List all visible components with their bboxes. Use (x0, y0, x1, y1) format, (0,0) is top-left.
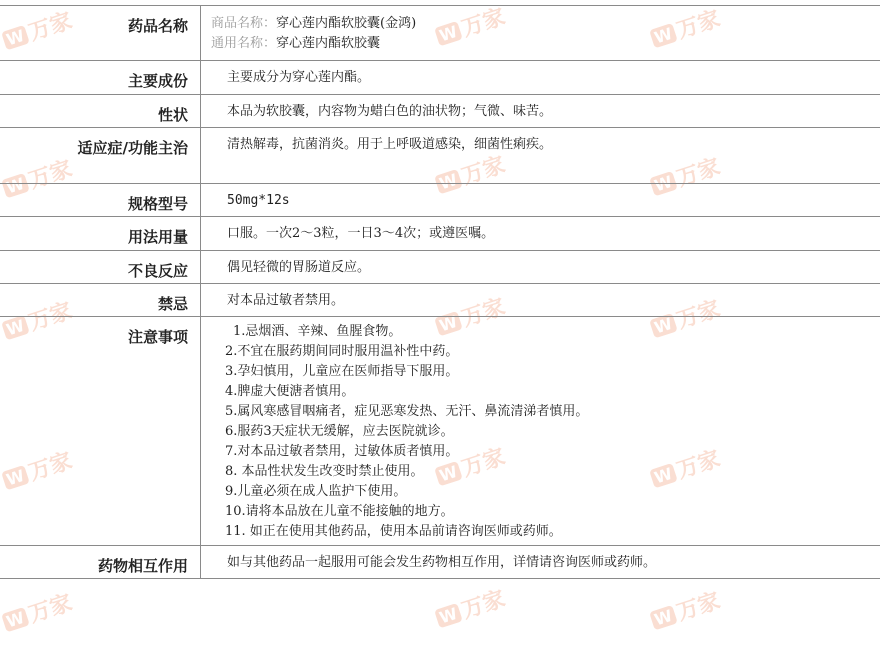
label-properties: 性状 (157, 106, 188, 124)
list-item: 4.脾虚大便溏者慎用。 (225, 384, 355, 399)
watermark: W万家 (432, 290, 509, 341)
watermark: W万家 (432, 440, 509, 491)
row-dosage (0, 217, 880, 251)
row-interactions (0, 546, 880, 579)
list-item: 10.请将本品放在儿童不能接触的地方。 (225, 504, 454, 519)
list-item: 2.不宜在服药期间同时服用温补性中药。 (225, 344, 459, 359)
list-item: 3.孕妇慎用，儿童应在医师指导下服用。 (225, 364, 459, 379)
value-spec: 50mg*12s (227, 193, 290, 208)
drug-info-table (0, 5, 880, 579)
list-item: 7.对本品过敏者禁用，过敏体质者慎用。 (225, 444, 459, 459)
watermark: W万家 (647, 150, 724, 201)
row-ingredients (0, 61, 880, 95)
label-interactions: 药物相互作用 (97, 557, 188, 575)
watermark: W万家 (0, 4, 76, 55)
value-interactions: 如与其他药品一起服用可能会发生药物相互作用，详情请咨询医师或药师。 (227, 555, 657, 570)
value-adverse: 偶见轻微的胃肠道反应。 (227, 260, 371, 275)
label-adverse: 不良反应 (127, 262, 188, 280)
list-item: 11. 如正在使用其他药品，使用本品前请咨询医师或药师。 (225, 524, 562, 539)
label-drug-name: 药品名称 (127, 17, 188, 35)
label-contraindications: 禁忌 (157, 295, 188, 313)
value-contraindications: 对本品过敏者禁用。 (227, 293, 345, 308)
watermark: W万家 (432, 582, 509, 633)
watermark: W万家 (647, 584, 724, 635)
row-drug-name (0, 6, 880, 61)
label-precautions: 注意事项 (127, 328, 188, 346)
row-precautions (0, 317, 880, 546)
row-indications (0, 128, 880, 184)
common-name: 通用名称：穿心莲内酯软胶囊 (211, 36, 381, 51)
trade-name: 商品名称：穿心莲内酯软胶囊(金鸿) (211, 16, 417, 31)
value-ingredients: 主要成分为穿心莲内酯。 (227, 70, 371, 85)
row-adverse (0, 251, 880, 284)
value-properties: 本品为软胶囊，内容物为蜡白色的油状物；气微、味苦。 (227, 104, 553, 119)
row-spec (0, 184, 880, 217)
row-contraindications (0, 284, 880, 317)
label-dosage: 用法用量 (127, 228, 188, 246)
watermark: W万家 (0, 294, 76, 345)
watermark: W万家 (432, 0, 509, 51)
value-indications: 清热解毒，抗菌消炎。用于上呼吸道感染，细菌性痢疾。 (227, 137, 553, 152)
row-properties (0, 95, 880, 128)
label-spec: 规格型号 (127, 195, 188, 213)
watermark: W万家 (647, 292, 724, 343)
label-indications: 适应症/功能主治 (77, 139, 188, 157)
watermark: W万家 (647, 442, 724, 493)
precautions-list (201, 317, 880, 542)
watermark: W万家 (0, 586, 76, 637)
watermark: W万家 (0, 444, 76, 495)
watermark: W万家 (647, 2, 724, 53)
list-item: 9.儿童必须在成人监护下使用。 (225, 484, 407, 499)
value-dosage: 口服。一次2～3粒，一日3～4次；或遵医嘱。 (227, 226, 495, 241)
watermark: W万家 (432, 148, 509, 199)
list-item: 5.属风寒感冒咽痛者，症见恶寒发热、无汗、鼻流清涕者慎用。 (225, 404, 589, 419)
watermark: W万家 (0, 152, 76, 203)
list-item: 8. 本品性状发生改变时禁止使用。 (225, 464, 424, 479)
list-item: 6.服药3天症状无缓解，应去医院就诊。 (225, 424, 454, 439)
label-ingredients: 主要成份 (127, 72, 188, 90)
list-item: 1.忌烟酒、辛辣、鱼腥食物。 (233, 324, 402, 339)
